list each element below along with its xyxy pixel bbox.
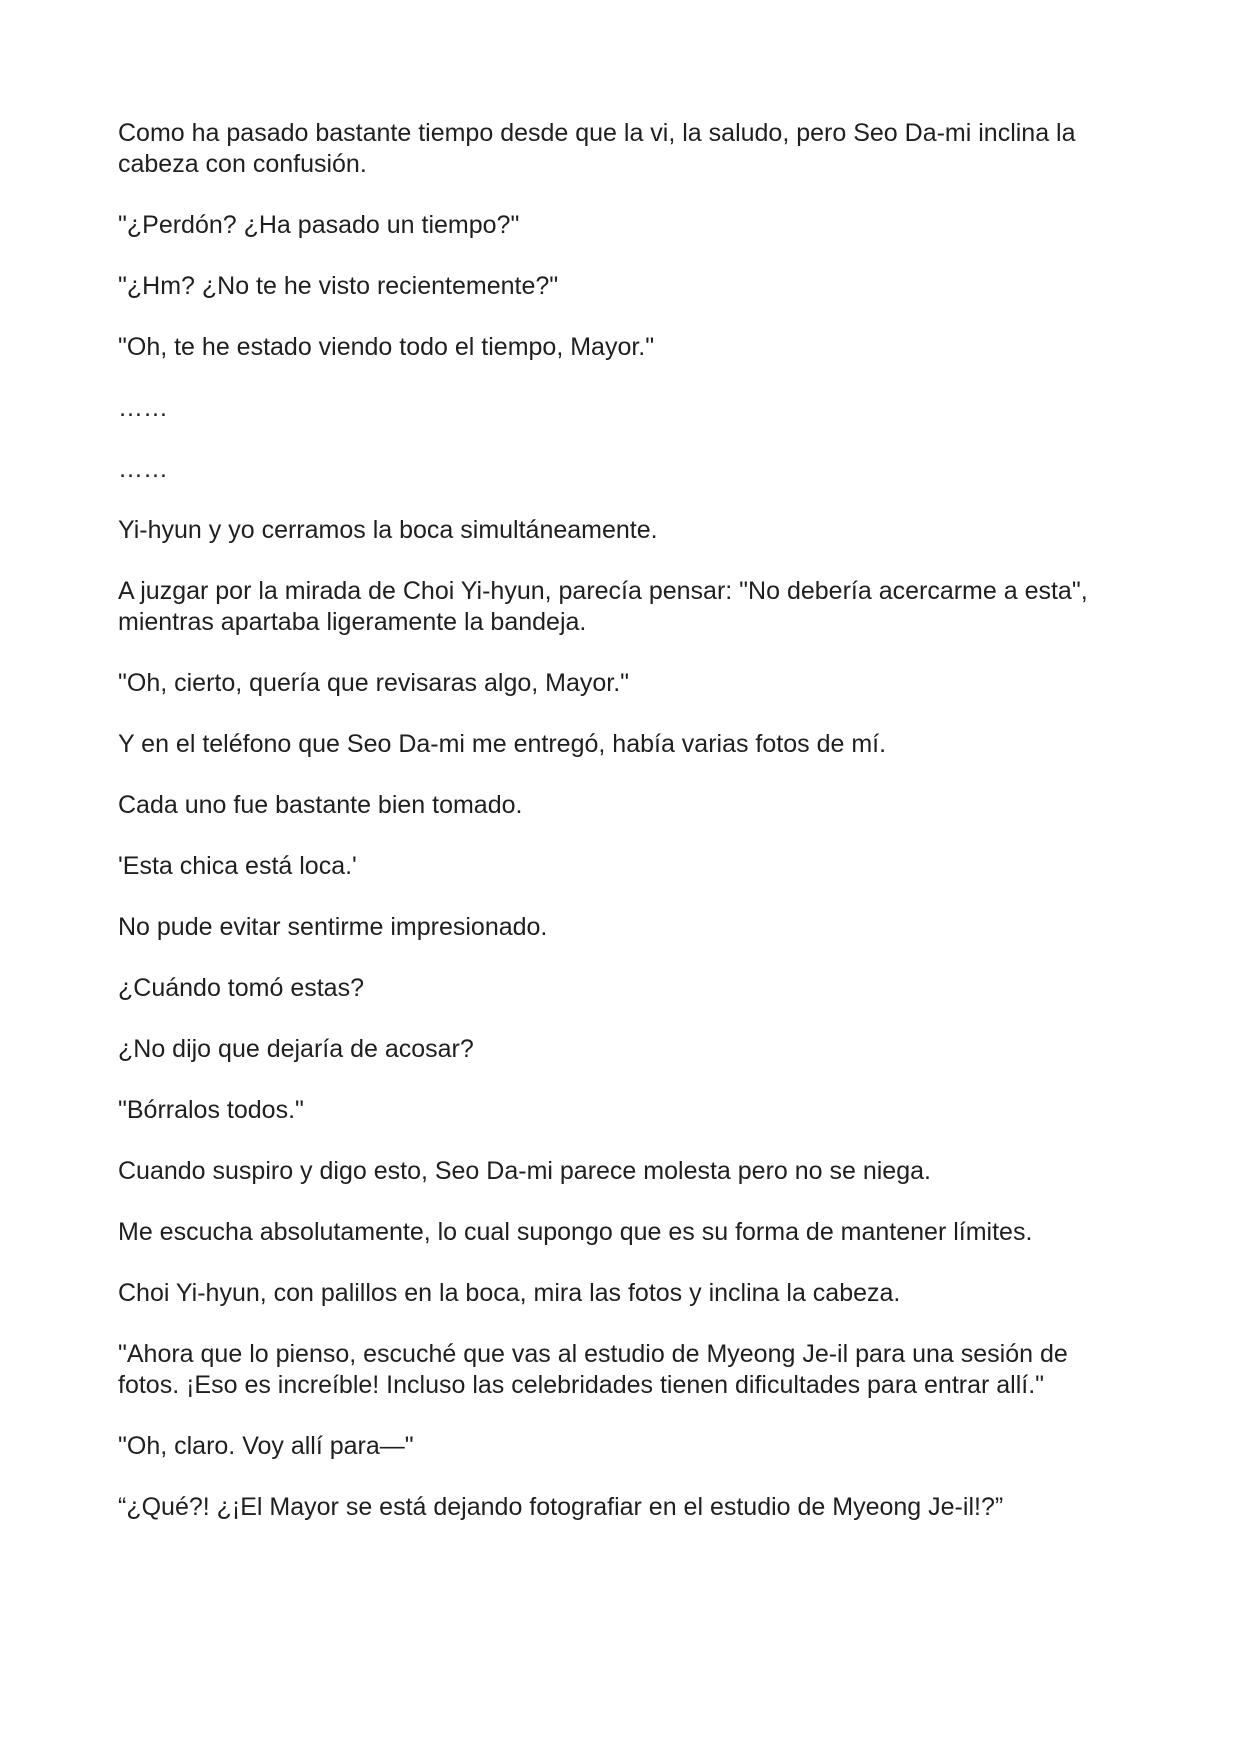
paragraph: “¿Qué?! ¿¡El Mayor se está dejando fotografiar en el estudio de Myeong Je-il!?”	[118, 1493, 1004, 1521]
paragraph: Choi Yi-hyun, con palillos en la boca, mira las fotos y inclina la cabeza.	[118, 1279, 901, 1307]
paragraph: No pude evitar sentirme impresionado.	[118, 913, 548, 941]
paragraph: "Oh, te he estado viendo todo el tiempo, Mayor."	[118, 333, 655, 361]
paragraph: "Oh, cierto, quería que revisaras algo, Mayor."	[118, 669, 630, 697]
paragraph: "¿Perdón? ¿Ha pasado un tiempo?"	[118, 211, 520, 239]
paragraph: "Bórralos todos."	[118, 1096, 304, 1124]
paragraph: Y en el teléfono que Seo Da-mi me entregó, había varias fotos de mí.	[118, 730, 887, 758]
paragraph: A juzgar por la mirada de Choi Yi-hyun, parecía pensar: "No debería acercarme a esta", mientras apartaba ligeramente la bandeja.	[118, 577, 1088, 636]
paragraph: ¿Cuándo tomó estas?	[118, 974, 364, 1002]
paragraph: ¿No dijo que dejaría de acosar?	[118, 1035, 474, 1063]
paragraph: Cuando suspiro y digo esto, Seo Da-mi parece molesta pero no se niega.	[118, 1157, 931, 1185]
paragraph: "Ahora que lo pienso, escuché que vas al estudio de Myeong Je-il para una sesión de fotos. ¡Eso es increíble! Incluso las celebridades tienen dificultades para entrar allí."	[118, 1340, 1068, 1399]
ellipsis-paragraph: ……	[118, 394, 168, 422]
paragraph: 'Esta chica está loca.'	[118, 852, 357, 880]
paragraph: Cada uno fue bastante bien tomado.	[118, 791, 523, 819]
document-body	[118, 118, 1128, 1553]
paragraph: "¿Hm? ¿No te he visto recientemente?"	[118, 272, 559, 300]
paragraph: Me escucha absolutamente, lo cual supongo que es su forma de mantener límites.	[118, 1218, 1033, 1246]
paragraph: Yi-hyun y yo cerramos la boca simultáneamente.	[118, 516, 658, 544]
paragraph: "Oh, claro. Voy allí para—"	[118, 1432, 414, 1460]
paragraph: Como ha pasado bastante tiempo desde que la vi, la saludo, pero Seo Da-mi inclina la cabeza con confusión.	[118, 119, 1076, 178]
ellipsis-paragraph: ……	[118, 455, 168, 483]
